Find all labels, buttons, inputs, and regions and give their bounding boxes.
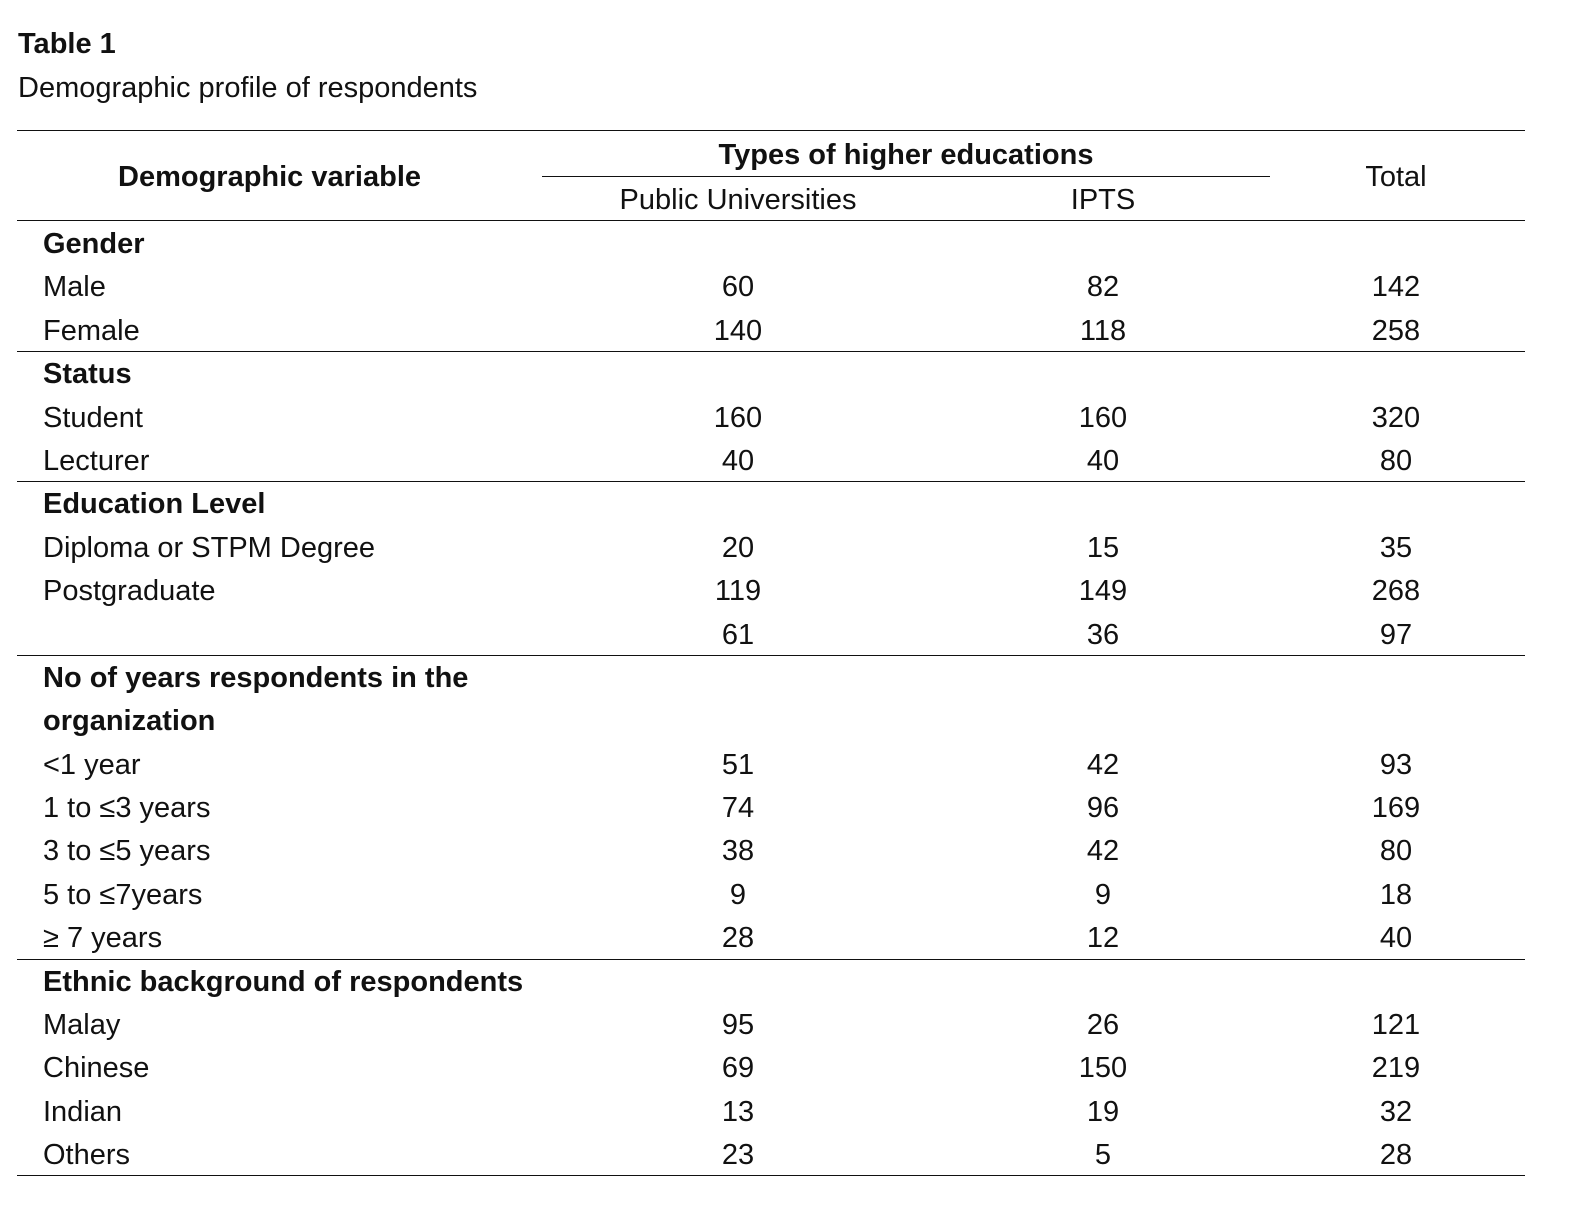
table-row bbox=[0, 527, 1576, 570]
ipts-value: 26 bbox=[1086, 1009, 1120, 1042]
table-row bbox=[0, 830, 1576, 873]
public-universities-value: 28 bbox=[721, 922, 755, 955]
table-title: Table 1 bbox=[18, 28, 116, 60]
row-label: organization bbox=[43, 705, 216, 738]
total-value: 268 bbox=[1371, 575, 1421, 608]
public-universities-value: 20 bbox=[721, 531, 755, 564]
section-rule bbox=[17, 351, 1525, 352]
table-row bbox=[0, 614, 1576, 657]
table-row bbox=[0, 397, 1576, 440]
ipts-value: 42 bbox=[1086, 748, 1120, 781]
table-caption: Demographic profile of respondents bbox=[18, 72, 478, 104]
ipts-value: 9 bbox=[1094, 878, 1112, 911]
row-label: Malay bbox=[43, 1009, 121, 1042]
table-row bbox=[0, 570, 1576, 613]
public-universities-value: 51 bbox=[721, 748, 755, 781]
section-heading-row bbox=[0, 223, 1576, 266]
total-value: 80 bbox=[1379, 835, 1413, 868]
public-universities-value: 9 bbox=[729, 878, 747, 911]
ipts-value: 96 bbox=[1086, 792, 1120, 825]
table-row bbox=[0, 310, 1576, 353]
table-row bbox=[0, 1004, 1576, 1047]
ipts-value: 82 bbox=[1086, 271, 1120, 304]
row-label: Others bbox=[43, 1139, 131, 1172]
section-rule bbox=[17, 481, 1525, 482]
total-value: 219 bbox=[1371, 1052, 1421, 1085]
row-label: Postgraduate bbox=[43, 575, 216, 608]
table-row bbox=[0, 1047, 1576, 1090]
public-universities-value: 60 bbox=[721, 271, 755, 304]
header-group-rule bbox=[542, 176, 1270, 177]
ipts-value: 19 bbox=[1086, 1095, 1120, 1128]
header-public-universities: Public Universities bbox=[619, 184, 857, 216]
table-body bbox=[0, 223, 1576, 1178]
total-value: 18 bbox=[1379, 878, 1413, 911]
table-row bbox=[0, 266, 1576, 309]
public-universities-value: 38 bbox=[721, 835, 755, 868]
bottom-rule bbox=[17, 1175, 1525, 1176]
section-rule bbox=[17, 655, 1525, 656]
total-value: 28 bbox=[1379, 1139, 1413, 1172]
total-value: 80 bbox=[1379, 444, 1413, 477]
ipts-value: 15 bbox=[1086, 531, 1120, 564]
header-demographic-variable: Demographic variable bbox=[118, 161, 421, 193]
row-label: 1 to ≤3 years bbox=[43, 792, 211, 825]
row-label: 5 to ≤7years bbox=[43, 878, 203, 911]
section-heading-row bbox=[0, 961, 1576, 1004]
section-heading-row bbox=[0, 483, 1576, 526]
section-heading-row bbox=[0, 353, 1576, 396]
row-label: Student bbox=[43, 401, 143, 434]
public-universities-value: 69 bbox=[721, 1052, 755, 1085]
total-value: 258 bbox=[1371, 314, 1421, 347]
ipts-value: 149 bbox=[1078, 575, 1128, 608]
row-label: Lecturer bbox=[43, 444, 150, 477]
ipts-value: 12 bbox=[1086, 922, 1120, 955]
total-value: 93 bbox=[1379, 748, 1413, 781]
row-label: Status bbox=[43, 358, 132, 391]
row-label: <1 year bbox=[43, 748, 141, 781]
total-value: 142 bbox=[1371, 271, 1421, 304]
header-types-of-higher-educations: Types of higher educations bbox=[718, 139, 1094, 171]
row-label: Male bbox=[43, 271, 106, 304]
row-label: Gender bbox=[43, 228, 145, 260]
row-label: Female bbox=[43, 314, 140, 347]
table-row bbox=[0, 440, 1576, 483]
total-value: 121 bbox=[1371, 1009, 1421, 1042]
public-universities-value: 160 bbox=[713, 401, 763, 434]
ipts-value: 42 bbox=[1086, 835, 1120, 868]
public-universities-value: 74 bbox=[721, 792, 755, 825]
public-universities-value: 40 bbox=[721, 444, 755, 477]
table-row bbox=[0, 1134, 1576, 1177]
section-heading-row bbox=[0, 657, 1576, 700]
total-value: 97 bbox=[1379, 618, 1413, 651]
total-value: 169 bbox=[1371, 792, 1421, 825]
row-label: Ethnic background of respondents bbox=[43, 965, 524, 998]
header-bottom-rule bbox=[17, 220, 1525, 221]
public-universities-value: 13 bbox=[721, 1095, 755, 1128]
public-universities-value: 23 bbox=[721, 1139, 755, 1172]
table-row bbox=[0, 744, 1576, 787]
total-value: 35 bbox=[1379, 531, 1413, 564]
total-value: 32 bbox=[1379, 1095, 1413, 1128]
ipts-value: 5 bbox=[1094, 1139, 1112, 1172]
table-row bbox=[0, 917, 1576, 960]
total-value: 320 bbox=[1371, 401, 1421, 434]
ipts-value: 40 bbox=[1086, 444, 1120, 477]
public-universities-value: 140 bbox=[713, 314, 763, 347]
table-row bbox=[0, 874, 1576, 917]
table-row bbox=[0, 1091, 1576, 1134]
row-label: Education Level bbox=[43, 488, 266, 521]
ipts-value: 36 bbox=[1086, 618, 1120, 651]
row-label: Chinese bbox=[43, 1052, 150, 1085]
table-row bbox=[0, 787, 1576, 830]
public-universities-value: 119 bbox=[714, 575, 762, 608]
row-label: Diploma or STPM Degree bbox=[43, 531, 375, 564]
total-value: 40 bbox=[1379, 922, 1413, 955]
ipts-value: 118 bbox=[1079, 314, 1127, 347]
section-rule bbox=[17, 959, 1525, 960]
public-universities-value: 95 bbox=[721, 1009, 755, 1042]
public-universities-value: 61 bbox=[721, 618, 755, 651]
top-rule bbox=[17, 130, 1525, 131]
ipts-value: 160 bbox=[1078, 401, 1128, 434]
row-label: No of years respondents in the bbox=[43, 661, 469, 694]
row-label: Indian bbox=[43, 1095, 123, 1128]
header-ipts: IPTS bbox=[1070, 184, 1136, 216]
row-label: ≥ 7 years bbox=[43, 922, 163, 955]
section-heading-row bbox=[0, 700, 1576, 743]
row-label: 3 to ≤5 years bbox=[43, 835, 211, 868]
ipts-value: 150 bbox=[1078, 1052, 1128, 1085]
header-total: Total bbox=[1365, 161, 1427, 193]
